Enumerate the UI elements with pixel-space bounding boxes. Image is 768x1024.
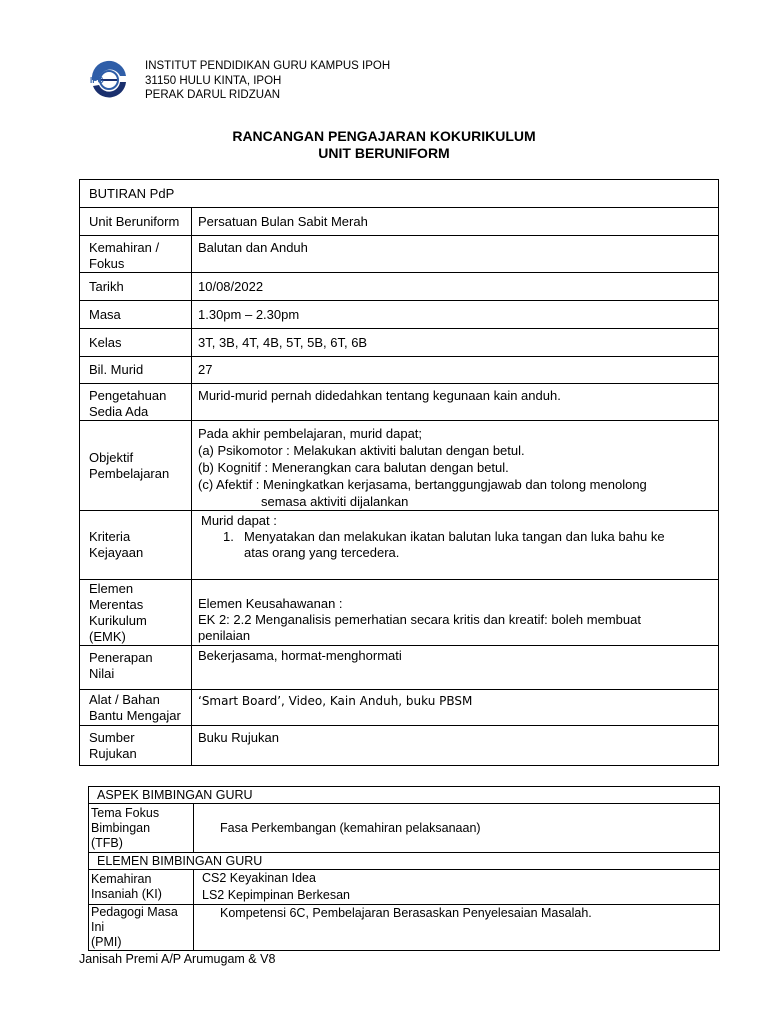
emk-value: Elemen Keusahawanan : EK 2: 2.2 Menganalisis pemerhatian secara kritis dan kreatif: boleh membuat penilaian	[192, 580, 719, 646]
bimbingan-guru-table	[88, 786, 720, 951]
unit-value: Persatuan Bulan Sabit Merah	[192, 208, 719, 236]
svg-text:IPG: IPG	[90, 76, 104, 85]
ki-label: Kemahiran Insaniah (KI)	[89, 870, 194, 905]
document-title	[0, 128, 768, 162]
pengetahuan-label: Pengetahuan Sedia Ada	[80, 384, 192, 421]
butiran-heading: BUTIRAN PdP	[80, 180, 719, 208]
masa-value: 1.30pm – 2.30pm	[192, 301, 719, 329]
tfb-label: Tema Fokus Bimbingan (TFB)	[89, 804, 194, 853]
sumber-value: Buku Rujukan	[192, 726, 719, 766]
title-line1: RANCANGAN PENGAJARAN KOKURIKULUM	[232, 128, 536, 144]
kelas-label: Kelas	[80, 329, 192, 357]
nilai-value: Bekerjasama, hormat-menghormati	[192, 646, 719, 690]
elemen-heading: ELEMEN BIMBINGAN GURU	[89, 853, 720, 870]
alat-label: Alat / Bahan Bantu Mengajar	[80, 690, 192, 726]
unit-label: Unit Beruniform	[80, 208, 192, 236]
butiran-pdp-table	[79, 179, 719, 766]
pmi-value: Kompetensi 6C, Pembelajaran Berasaskan Penyelesaian Masalah.	[194, 905, 720, 951]
kelas-value: 3T, 3B, 4T, 4B, 5T, 5B, 6T, 6B	[192, 329, 719, 357]
kemahiran-value: Balutan dan Anduh	[192, 236, 719, 273]
alat-value: ‘Smart Board’, Video, Kain Anduh, buku PBSM	[192, 690, 719, 726]
kriteria-intro: Murid dapat :	[201, 513, 277, 528]
pmi-label: Pedagogi Masa Ini (PMI)	[89, 905, 194, 951]
ipg-logo-icon	[87, 58, 131, 102]
objektif-value	[192, 421, 719, 511]
institution-address-line2: PERAK DARUL RIDZUAN	[145, 89, 281, 101]
kriteria-item-1: 1. Menyatakan dan melakukan ikatan balutan luka tangan dan luka bahu ke atas orang yang tercedera.	[223, 529, 665, 560]
kriteria-value	[192, 511, 719, 580]
objektif-a: (a) Psikomotor : Melakukan aktiviti balutan dengan betul.	[198, 443, 525, 458]
footer-author: Janisah Premi A/P Arumugam & V8	[79, 952, 276, 966]
masa-label: Masa	[80, 301, 192, 329]
title-line2: UNIT BERUNIFORM	[318, 145, 450, 161]
institution-header	[145, 59, 390, 103]
kemahiran-label: Kemahiran / Fokus	[80, 236, 192, 273]
kriteria-label: Kriteria Kejayaan	[80, 511, 192, 580]
emk-label: Elemen Merentas Kurikulum (EMK)	[80, 580, 192, 646]
objektif-c-cont: semasa aktiviti dijalankan	[261, 494, 409, 509]
tfb-value: Fasa Perkembangan (kemahiran pelaksanaan)	[194, 804, 720, 853]
objektif-label: Objektif Pembelajaran	[80, 421, 192, 511]
bil-murid-label: Bil. Murid	[80, 357, 192, 384]
objektif-intro: Pada akhir pembelajaran, murid dapat;	[198, 426, 423, 441]
sumber-label: Sumber Rujukan	[80, 726, 192, 766]
objektif-c: (c) Afektif : Meningkatkan kerjasama, bertanggungjawab dan tolong menolong	[198, 477, 647, 492]
ki-value: CS2 Keyakinan Idea LS2 Kepimpinan Berkesan	[194, 870, 720, 905]
aspek-heading: ASPEK BIMBINGAN GURU	[89, 787, 720, 804]
institution-address-line1: 31150 HULU KINTA, IPOH	[145, 74, 282, 87]
institution-name: INSTITUT PENDIDIKAN GURU KAMPUS IPOH	[145, 60, 391, 72]
bil-murid-value: 27	[192, 357, 719, 384]
objektif-b: (b) Kognitif : Menerangkan cara balutan dengan betul.	[198, 460, 509, 475]
pengetahuan-value: Murid-murid pernah didedahkan tentang kegunaan kain anduh.	[192, 384, 719, 421]
tarikh-label: Tarikh	[80, 273, 192, 301]
tarikh-value: 10/08/2022	[192, 273, 719, 301]
nilai-label: Penerapan Nilai	[80, 646, 192, 690]
